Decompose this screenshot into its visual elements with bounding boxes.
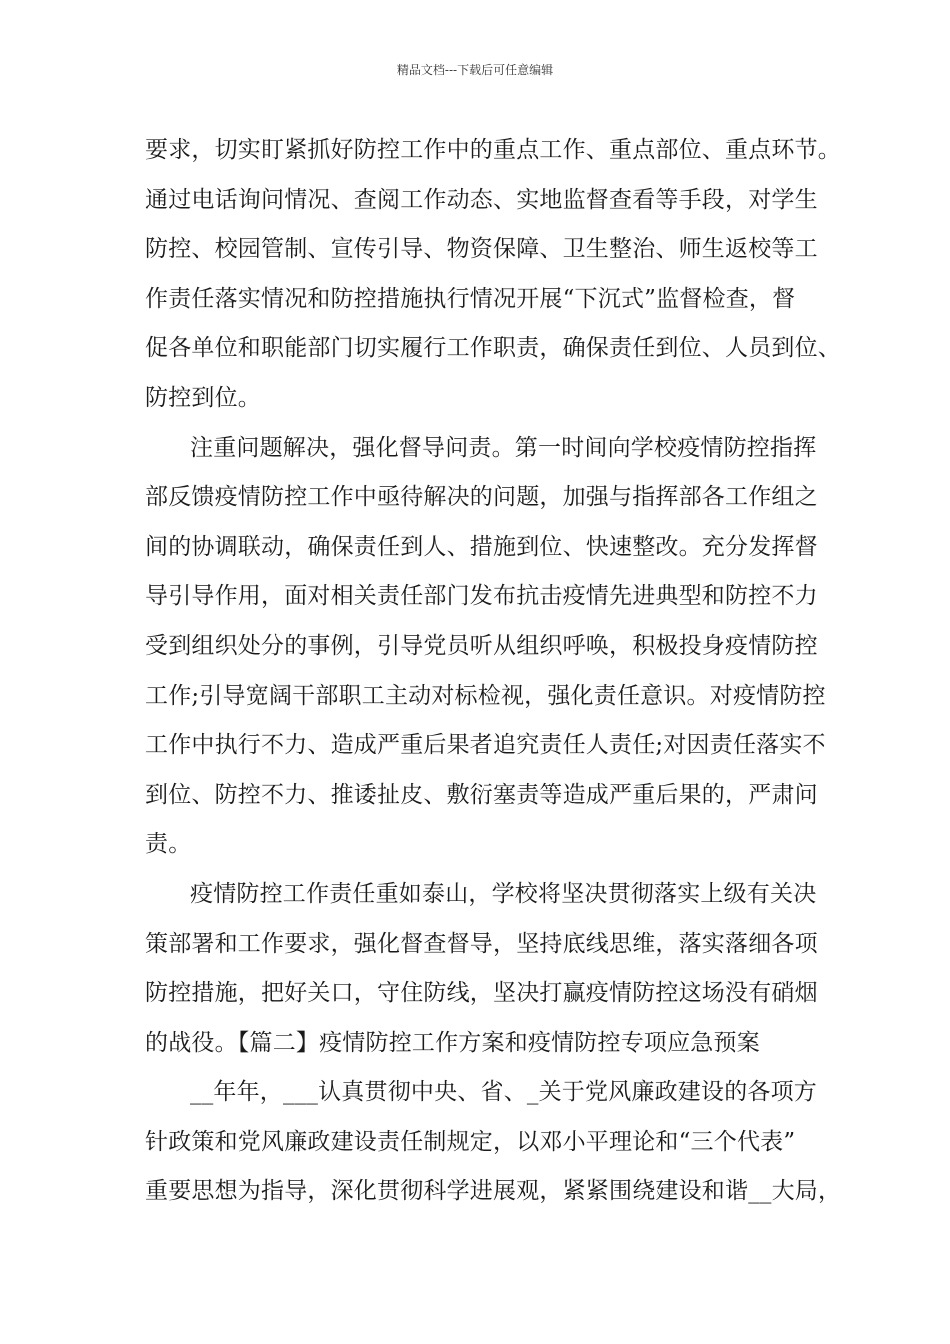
text-line: 作责任落实情况和防控措施执行情况开展“下沉式”监督检查，督 — [145, 285, 796, 312]
text-line: 注重问题解决，强化督导问责。第一时间向学校疫情防控指挥 — [190, 434, 817, 461]
text-line: 防控、校园管制、宣传引导、物资保障、卫生整治、师生返校等工 — [145, 236, 818, 263]
text-line: 间的协调联动，确保责任到人、措施到位、快速整改。充分发挥督 — [145, 533, 818, 560]
text-line: 工作中执行不力、造成严重后果者追究责任人责任;对因责任落实不 — [145, 732, 826, 759]
text-line: 通过电话询问情况、查阅工作动态、实地监督查看等手段，对学生 — [145, 186, 818, 213]
text-line: 工作;引导宽阔干部职工主动对标检视，强化责任意识。对疫情防控 — [145, 682, 826, 709]
text-line: 疫情防控工作责任重如泰山，学校将坚决贯彻落实上级有关决 — [190, 880, 817, 907]
text-line: 受到组织处分的事例，引导党员听从组织呼唤，积极投身疫情防控 — [145, 632, 818, 659]
text-line: 导引导作用，面对相关责任部门发布抗击疫情先进典型和防控不力 — [145, 583, 818, 610]
text-line: 重要思想为指导，深化贯彻科学进展观，紧紧围绕建设和谐__大局， — [145, 1178, 842, 1205]
text-line: __年年，___认真贯彻中央、省、_关于党风廉政建设的各项方 — [190, 1079, 817, 1106]
text-line: 要求，切实盯紧抓好防控工作中的重点工作、重点部位、重点环节。 — [145, 137, 841, 163]
page-header: 精品文档---下载后可任意编辑 — [396, 63, 554, 77]
text-line: 的战役。【篇二】疫情防控工作方案和疫情防控专项应急预案 — [145, 1029, 760, 1056]
document-body — [145, 126, 842, 1217]
text-line: 责。 — [145, 831, 192, 858]
text-line: 防控措施，把好关口，守住防线，坚决打赢疫情防控这场没有硝烟 — [145, 980, 818, 1007]
text-line: 策部署和工作要求，强化督查督导，坚持底线思维，落实落细各项 — [145, 930, 818, 957]
text-line: 针政策和党风廉政建设责任制规定，以邓小平理论和“三个代表” — [145, 1128, 796, 1155]
text-line: 防控到位。 — [145, 384, 261, 411]
text-line: 到位、防控不力、推诿扯皮、敷衍塞责等造成严重后果的，严肃问 — [145, 781, 818, 808]
text-line: 促各单位和职能部门切实履行工作职责，确保责任到位、人员到位、 — [145, 335, 841, 362]
text-line: 部反馈疫情防控工作中亟待解决的问题，加强与指挥部各工作组之 — [145, 484, 818, 511]
